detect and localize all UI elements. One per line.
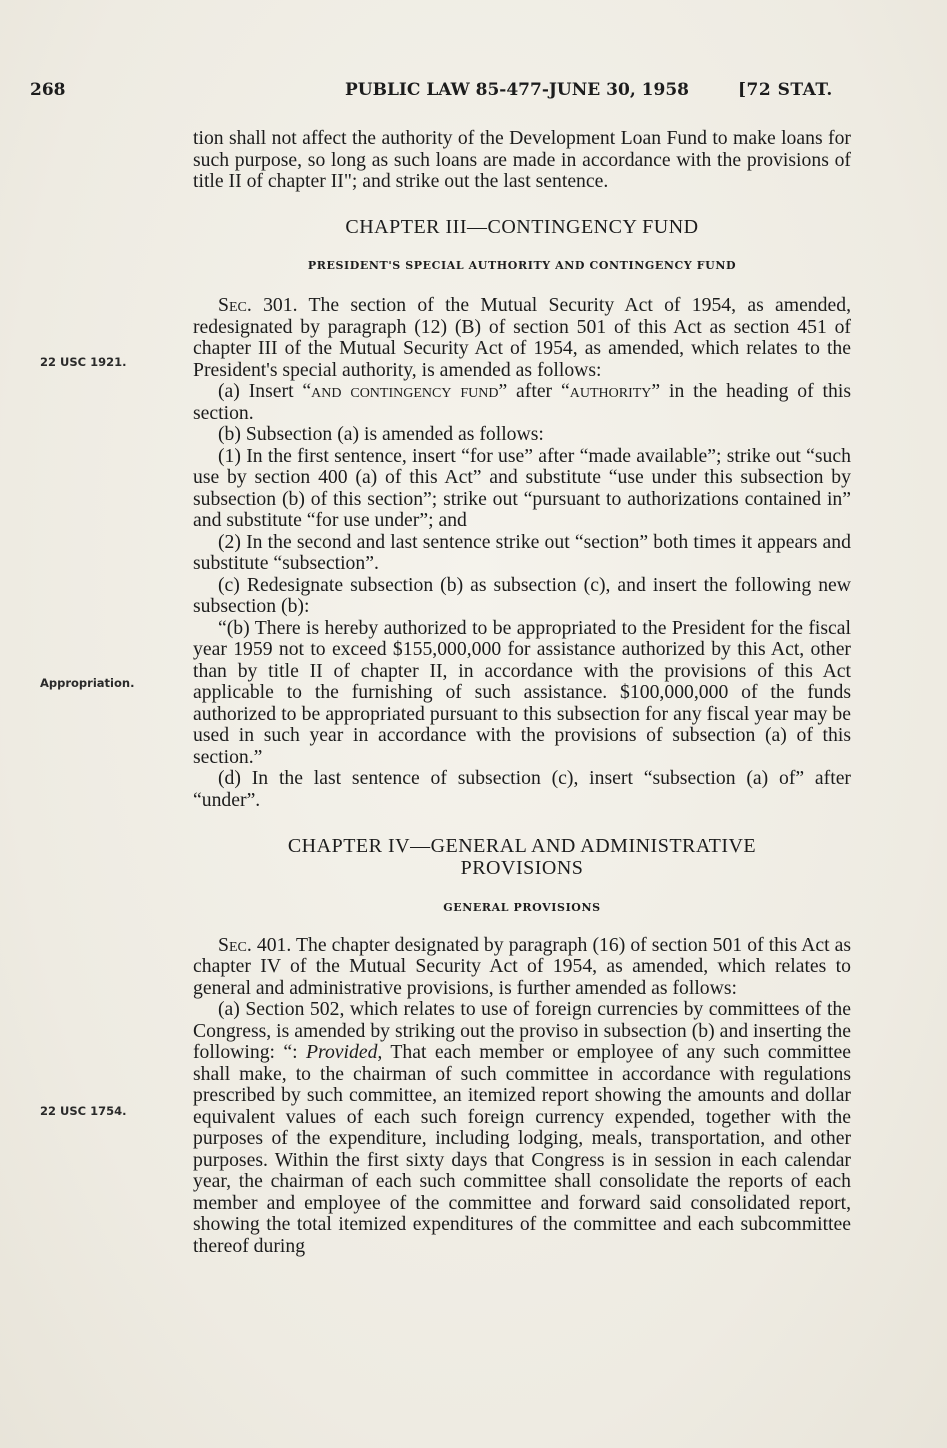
item-c: (c) Redesignate subsection (b) as subsection (c), and insert the following new subsection (b): bbox=[193, 573, 851, 617]
item-c-quoted-subsection: “(b) There is hereby authorized to be appropriated to the President for the fiscal year 1959 not to exceed $155,000,000 for assistance authorized by this Act, other than by title II of chapter II, in accordance with the provisions of this Act applicable to the furnishing of such assistance. $100,000,000 of the funds authorized to be appropriated pursuant to this subsection for any fiscal year may be used in such year in accordance with the provisions of subsection (a) of this section.” bbox=[193, 616, 851, 768]
item-a-text-1: (a) Insert “ bbox=[218, 380, 312, 402]
item-a bbox=[193, 381, 851, 424]
statute-reference: [72 STAT. bbox=[738, 80, 833, 100]
item-b: (b) Subsection (a) is amended as follows: bbox=[218, 423, 544, 445]
section-301-paragraph bbox=[193, 295, 851, 381]
item-a-text-2: ” after “ bbox=[498, 380, 570, 402]
section-401-paragraph bbox=[193, 935, 851, 1000]
page-number: 268 bbox=[30, 80, 66, 100]
item-401-a bbox=[193, 999, 851, 1257]
document-body bbox=[193, 128, 851, 1257]
item-401-a-text-2: That each member or employee of any such committee shall make, to the chairman of such committee in accordance with regulations prescribed by such committee, an itemized report showing the amounts and dollar equivalent values of each such foreign currency expended, together with the purposes of the expenditure, including lodging, meals, transportation, and other purposes. Within the first sixty days that Congress is in session in each calendar year, the chairman of each such committee shall consolidate the reports of each member and employee of the committee and forward said consolidated report, showing the total itemized expenditures of the committee and each subcommittee thereof during bbox=[193, 1041, 851, 1257]
page-header bbox=[0, 80, 947, 106]
chapter-3-subheading: PRESIDENT'S SPECIAL AUTHORITY AND CONTINGENCY FUND bbox=[307, 258, 737, 272]
item-b2: (2) In the second and last sentence strike out “section” both times it appears and substitute “subsection”. bbox=[193, 530, 851, 574]
section-301-text: 301. The section of the Mutual Security Act of 1954, as amended, redesignated by paragraph (12) (B) of section 501 of this Act as section 451 of chapter III of the Mutual Security Act of 1954, as amended, which relates to the President's special authority, is amended as follows: bbox=[193, 294, 852, 381]
chapter-4-heading-line-1: CHAPTER IV—GENERAL AND ADMINISTRATIVE bbox=[287, 835, 757, 857]
chapter-4-subheading: GENERAL PROVISIONS bbox=[443, 901, 601, 914]
item-a-small-caps-1: and contingency fund bbox=[311, 380, 499, 402]
section-401-text: 401. The chapter designated by paragraph (16) of section 501 of this Act as chapter IV of the Mutual Security Act of 1954, as amended, which relates to general and administrative provisions, is further amended as follows: bbox=[193, 933, 852, 999]
margin-note-usc-1754: 22 USC 1754. bbox=[40, 1104, 127, 1118]
running-head: PUBLIC LAW 85-477-JUNE 30, 1958 bbox=[345, 80, 689, 100]
section-label: Sec. bbox=[218, 933, 252, 956]
item-401-a-text-1: (a) Section 502, which relates to use of foreign currencies by committees of the Congress, is amended by striking out the proviso in subsection (b) and inserting the following: “: bbox=[193, 998, 851, 1063]
chapter-3-heading: CHAPTER III—CONTINGENCY FUND bbox=[345, 215, 699, 238]
provided-italic: Provided, bbox=[306, 1041, 383, 1063]
item-a-small-caps-2: authority bbox=[569, 380, 652, 402]
intro-paragraph: tion shall not affect the authority of the Development Loan Fund to make loans for such purpose, so long as such loans are made in accordance with the provisions of title II of chapter II"; and strike out the last sentence. bbox=[193, 127, 851, 192]
margin-note-usc-1921: 22 USC 1921. bbox=[40, 355, 127, 369]
item-b1: (1) In the first sentence, insert “for use” after “made available”; strike out “such use by section 400 (a) of this Act” and substitute “use under this subsection by subsection (b) of this section”; strike out “pursuant to authorizations contained in” and substitute “for use under”; and bbox=[193, 444, 851, 531]
item-d: (d) In the last sentence of subsection (c), insert “subsection (a) of” after “under”. bbox=[193, 767, 851, 811]
item-a-text-3: ” in the heading of this section. bbox=[193, 380, 851, 424]
chapter-4-heading-line-2: PROVISIONS bbox=[460, 857, 584, 879]
section-label: Sec. bbox=[218, 294, 252, 316]
margin-note-appropriation: Appropriation. bbox=[40, 676, 135, 690]
